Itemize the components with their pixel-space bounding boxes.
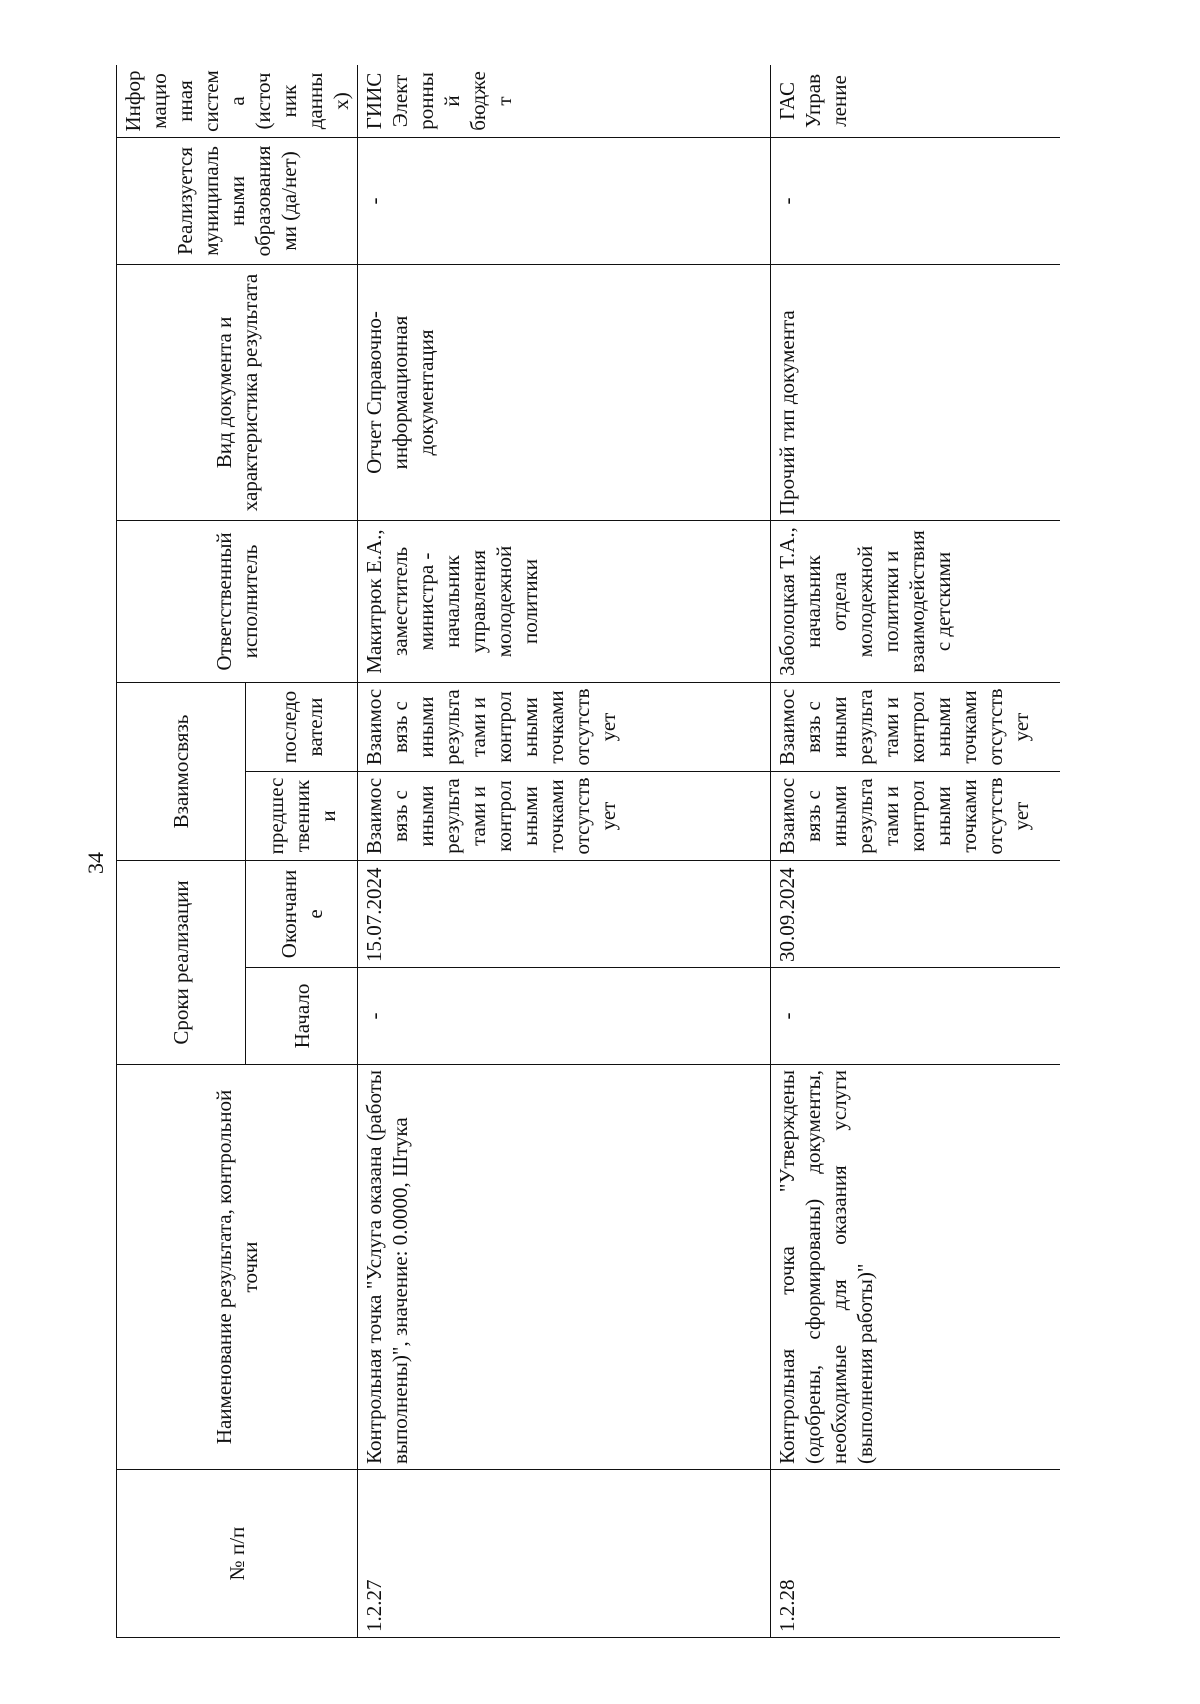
row-system: ГИИС Электронный бюджет [358, 65, 771, 137]
row-document: Прочий тип документа [771, 264, 1061, 520]
table-area [116, 65, 1060, 1638]
row-end: 30.09.2024 [771, 861, 1061, 968]
row-start: - [771, 968, 1061, 1065]
row-responsible: Заболоцкая Т.А., начальник отдела молодежной политики и взаимодействия с детскими [771, 520, 1061, 682]
header-responsible: Ответственный исполнитель [117, 520, 358, 682]
header-system: Информационная система (источник данных) [117, 65, 358, 137]
header-successors: последователи [246, 682, 358, 771]
plan-table [116, 65, 1060, 1638]
row-system: ГАС Управление [771, 65, 1061, 137]
table-row [771, 65, 1061, 1638]
header-start: Начало [246, 968, 358, 1065]
header-link: Взаимосвязь [117, 682, 246, 860]
row-document: Отчет Справочно-информационная документация [358, 264, 771, 520]
page-number: 34 [83, 852, 108, 874]
row-responsible: Макитрюк Е.А., заместитель министра - начальник управления молодежной политики [358, 520, 771, 682]
row-num: 1.2.27 [358, 1470, 771, 1638]
row-predecessors: Взаимосвязь с иными результатами и контрольными точками отсутствует [771, 772, 1061, 861]
header-end: Окончание [246, 861, 358, 968]
header-num: № п/п [117, 1470, 358, 1638]
row-municipal: - [358, 137, 771, 264]
header-terms: Сроки реализации [117, 861, 246, 1065]
row-successors: Взаимосвязь с иными результатами и контрольными точками отсутствует [358, 682, 771, 771]
row-start: - [358, 968, 771, 1065]
row-name: Контрольная точка "Услуга оказана (работы выполнены)", значение: 0.0000, Штука [358, 1065, 771, 1470]
header-predecessors: предшественники [246, 772, 358, 861]
row-name: Контрольная точка "Утверждены (одобрены, сформированы) документы, необходимые для оказания услуги (выполнения работы)" [771, 1065, 1061, 1470]
header-municipal: Реализуется муниципальными образованиями (да/нет) [117, 137, 358, 264]
table-row [358, 65, 771, 1638]
header-name: Наименование результата, контрольной точки [117, 1065, 358, 1470]
row-predecessors: Взаимосвязь с иными результатами и контрольными точками отсутствует [358, 772, 771, 861]
row-municipal: - [771, 137, 1061, 264]
row-end: 15.07.2024 [358, 861, 771, 968]
row-num: 1.2.28 [771, 1470, 1061, 1638]
header-document: Вид документа и характеристика результата [117, 264, 358, 520]
row-successors: Взаимосвязь с иными результатами и контрольными точками отсутствует [771, 682, 1061, 771]
